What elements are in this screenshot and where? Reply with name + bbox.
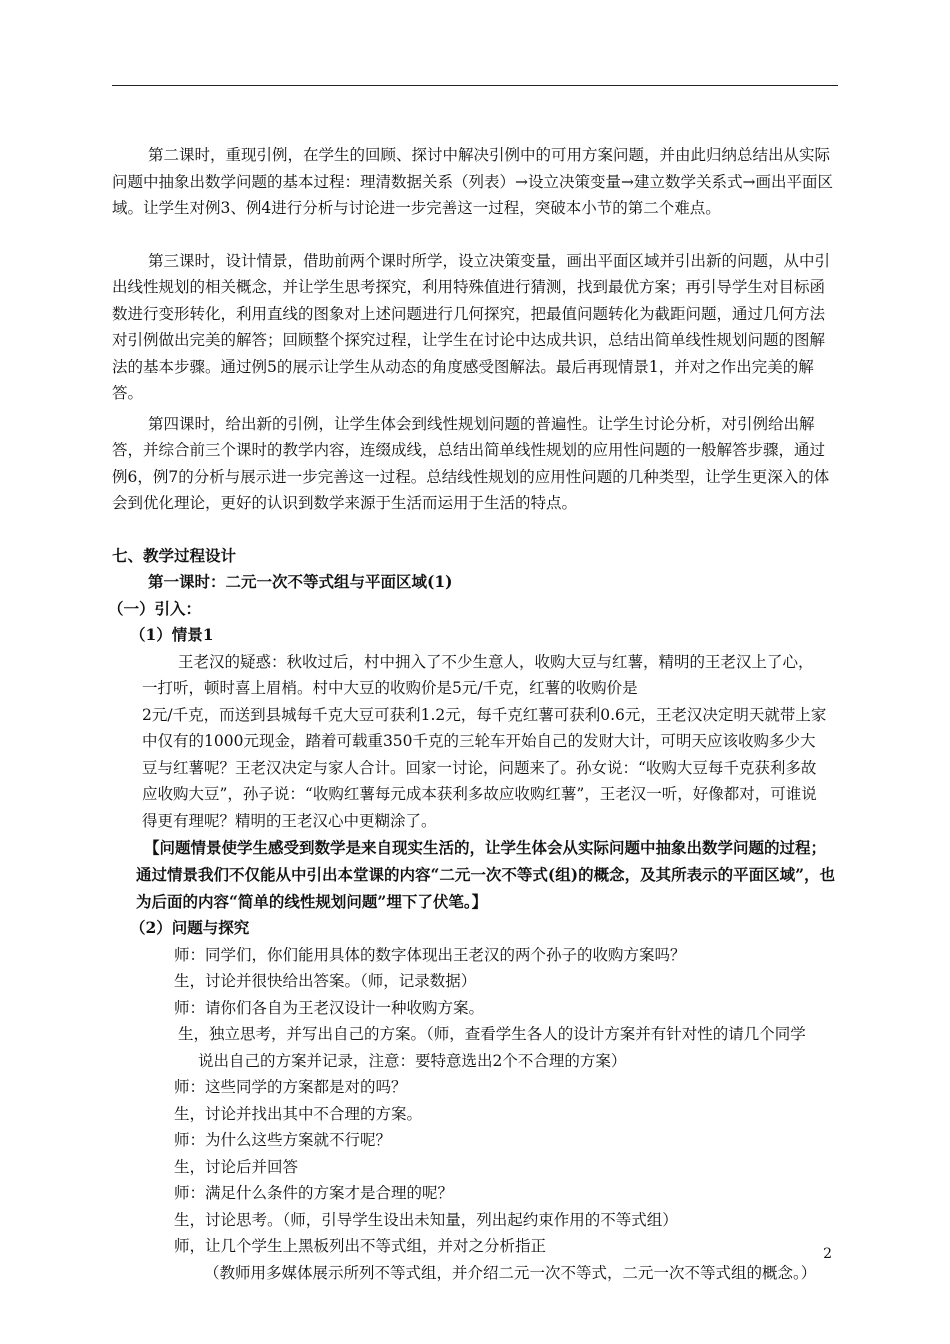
dialogue-line: 生，讨论后并回答 [174,1157,299,1176]
paragraph-lesson-2: 第二课时，重现引例，在学生的回顾、探讨中解决引例中的可用方案问题，并由此归纳总结出从实际问题中抽象出数学问题的基本过程：理清数据关系（列表）→设立决策变量→建立数学关系式→画出平面区域。让学生对例3、例4进行分析与讨论进一步完善这一过程，突破本小节的第二个难点。 [112,146,833,217]
dialogue-line: 生，讨论思考。（师，引导学生设出未知量，列出起约束作用的不等式组） [174,1210,678,1229]
intro-heading: （一）引入： [108,598,202,618]
header-rule [112,85,838,86]
paragraph-lesson-4: 第四课时，给出新的引例，让学生体会到线性规划问题的普遍性。让学生讨论分析，对引例给出解答，并综合前三个课时的教学内容，连缀成线，总结出简单线性规划的应用性问题的一般解答步骤，通过例6，例7的分析与展示进一步完善这一过程。总结线性规划的应用性问题的几种类型，让学生更深入的体会到优化理论，更好的认识到数学来源于生活而运用于生活的特点。 [112,414,830,512]
lesson-heading: 第一课时：二元一次不等式组与平面区域(1) [148,572,453,591]
dialogue-line: 师：满足什么条件的方案才是合理的呢？ [174,1184,454,1202]
story-line-1: 王老汉的疑惑：秋收过后，村中拥入了不少生意人，收购大豆与红薯，精明的王老汉上了心， [178,652,814,671]
story-body: 2元/千克，而送到县城每千克大豆可获利1.2元，每千克红薯可获利0.6元，王老汉决定明天就带上家中仅有的1000元现金，踏着可载重350千克的三轮车开始自己的发财大计，可明天应该收购多少大豆与红薯呢？王老汉决定与家人合计。回家一讨论，问题来了。孙女说：“收购大豆每千克获利多故应收购大豆”，孙子说：“收购红薯每元成本获利多故应收购红薯”，王老汉一听，好像都对，可谁说得更有理呢？精明的王老汉心中更糊涂了。 [142,705,827,830]
dialogue-line: 师：这些同学的方案都是对的吗？ [174,1078,407,1096]
explore-heading: （2）问题与探究 [130,918,250,937]
dialogue-line: 生，讨论并很快给出答案。（师，记录数据） [174,972,477,990]
dialogue-line-hanging [112,1021,838,1074]
document-body [108,142,838,1286]
dialogue-line: 师：同学们，你们能用具体的数字体现出王老汉的两个孙子的收购方案吗？ [174,945,686,964]
story-line-2: 一打听，顿时喜上眉梢。村中大豆的收购价是5元/千克，红薯的收购价是 [142,679,638,697]
dialogue-line: 生，讨论并找出其中不合理的方案。 [174,1104,423,1123]
dialogue-line: 师，让几个学生上黑板列出不等式组，并对之分析指正 [174,1237,547,1255]
dialogue-line-continuation: 说出自己的方案并记录，注意：要特意选出2个不合理的方案） [198,1051,627,1070]
dialogue-line: 师：为什么这些方案就不行呢？ [174,1131,392,1149]
dialogue-line-first: 生，独立思考，并写出自己的方案。（师，查看学生各人的设计方案并有针对性的请几个同学 [178,1025,806,1043]
scene-heading: （1）情景1 [130,625,214,644]
section-heading: 七、教学过程设计 [112,545,237,565]
paragraph-lesson-3: 第三课时，设计情景，借助前两个课时所学，设立决策变量，画出平面区域并引出新的问题，从中引出线性规划的相关概念，并让学生思考探究，利用特殊值进行猜测，找到最优方案；再引导学生对目标函数进行变形转化，利用直线的图象对上述问题进行几何探究，把最值问题转化为截距问题，通过几何方法对引例做出完美的解答；回顾整个探究过程，让学生在讨论中达成共识，总结出简单线性规划问题的图解法的基本步骤。通过例5的展示让学生从动态的角度感受图解法。最后再现情景1，并对之作出完美的解答。 [112,251,831,402]
page-number: 2 [823,1246,832,1262]
design-note: 【问题情景使学生感受到数学是来自现实生活的，让学生体会从实际问题中抽象出数学问题的过程；通过情景我们不仅能从中引出本堂课的内容“二元一次不等式(组)的概念，及其所表示的平面区域”，也为后面的内容“简单的线性规划问题”埋下了伏笔。】 [136,838,836,911]
dialogue-line: 师：请你们各自为王老汉设计一种收购方案。 [174,998,485,1017]
teacher-note: （教师用多媒体展示所列不等式组，并介绍二元一次不等式，二元一次不等式组的概念。） [204,1263,817,1282]
